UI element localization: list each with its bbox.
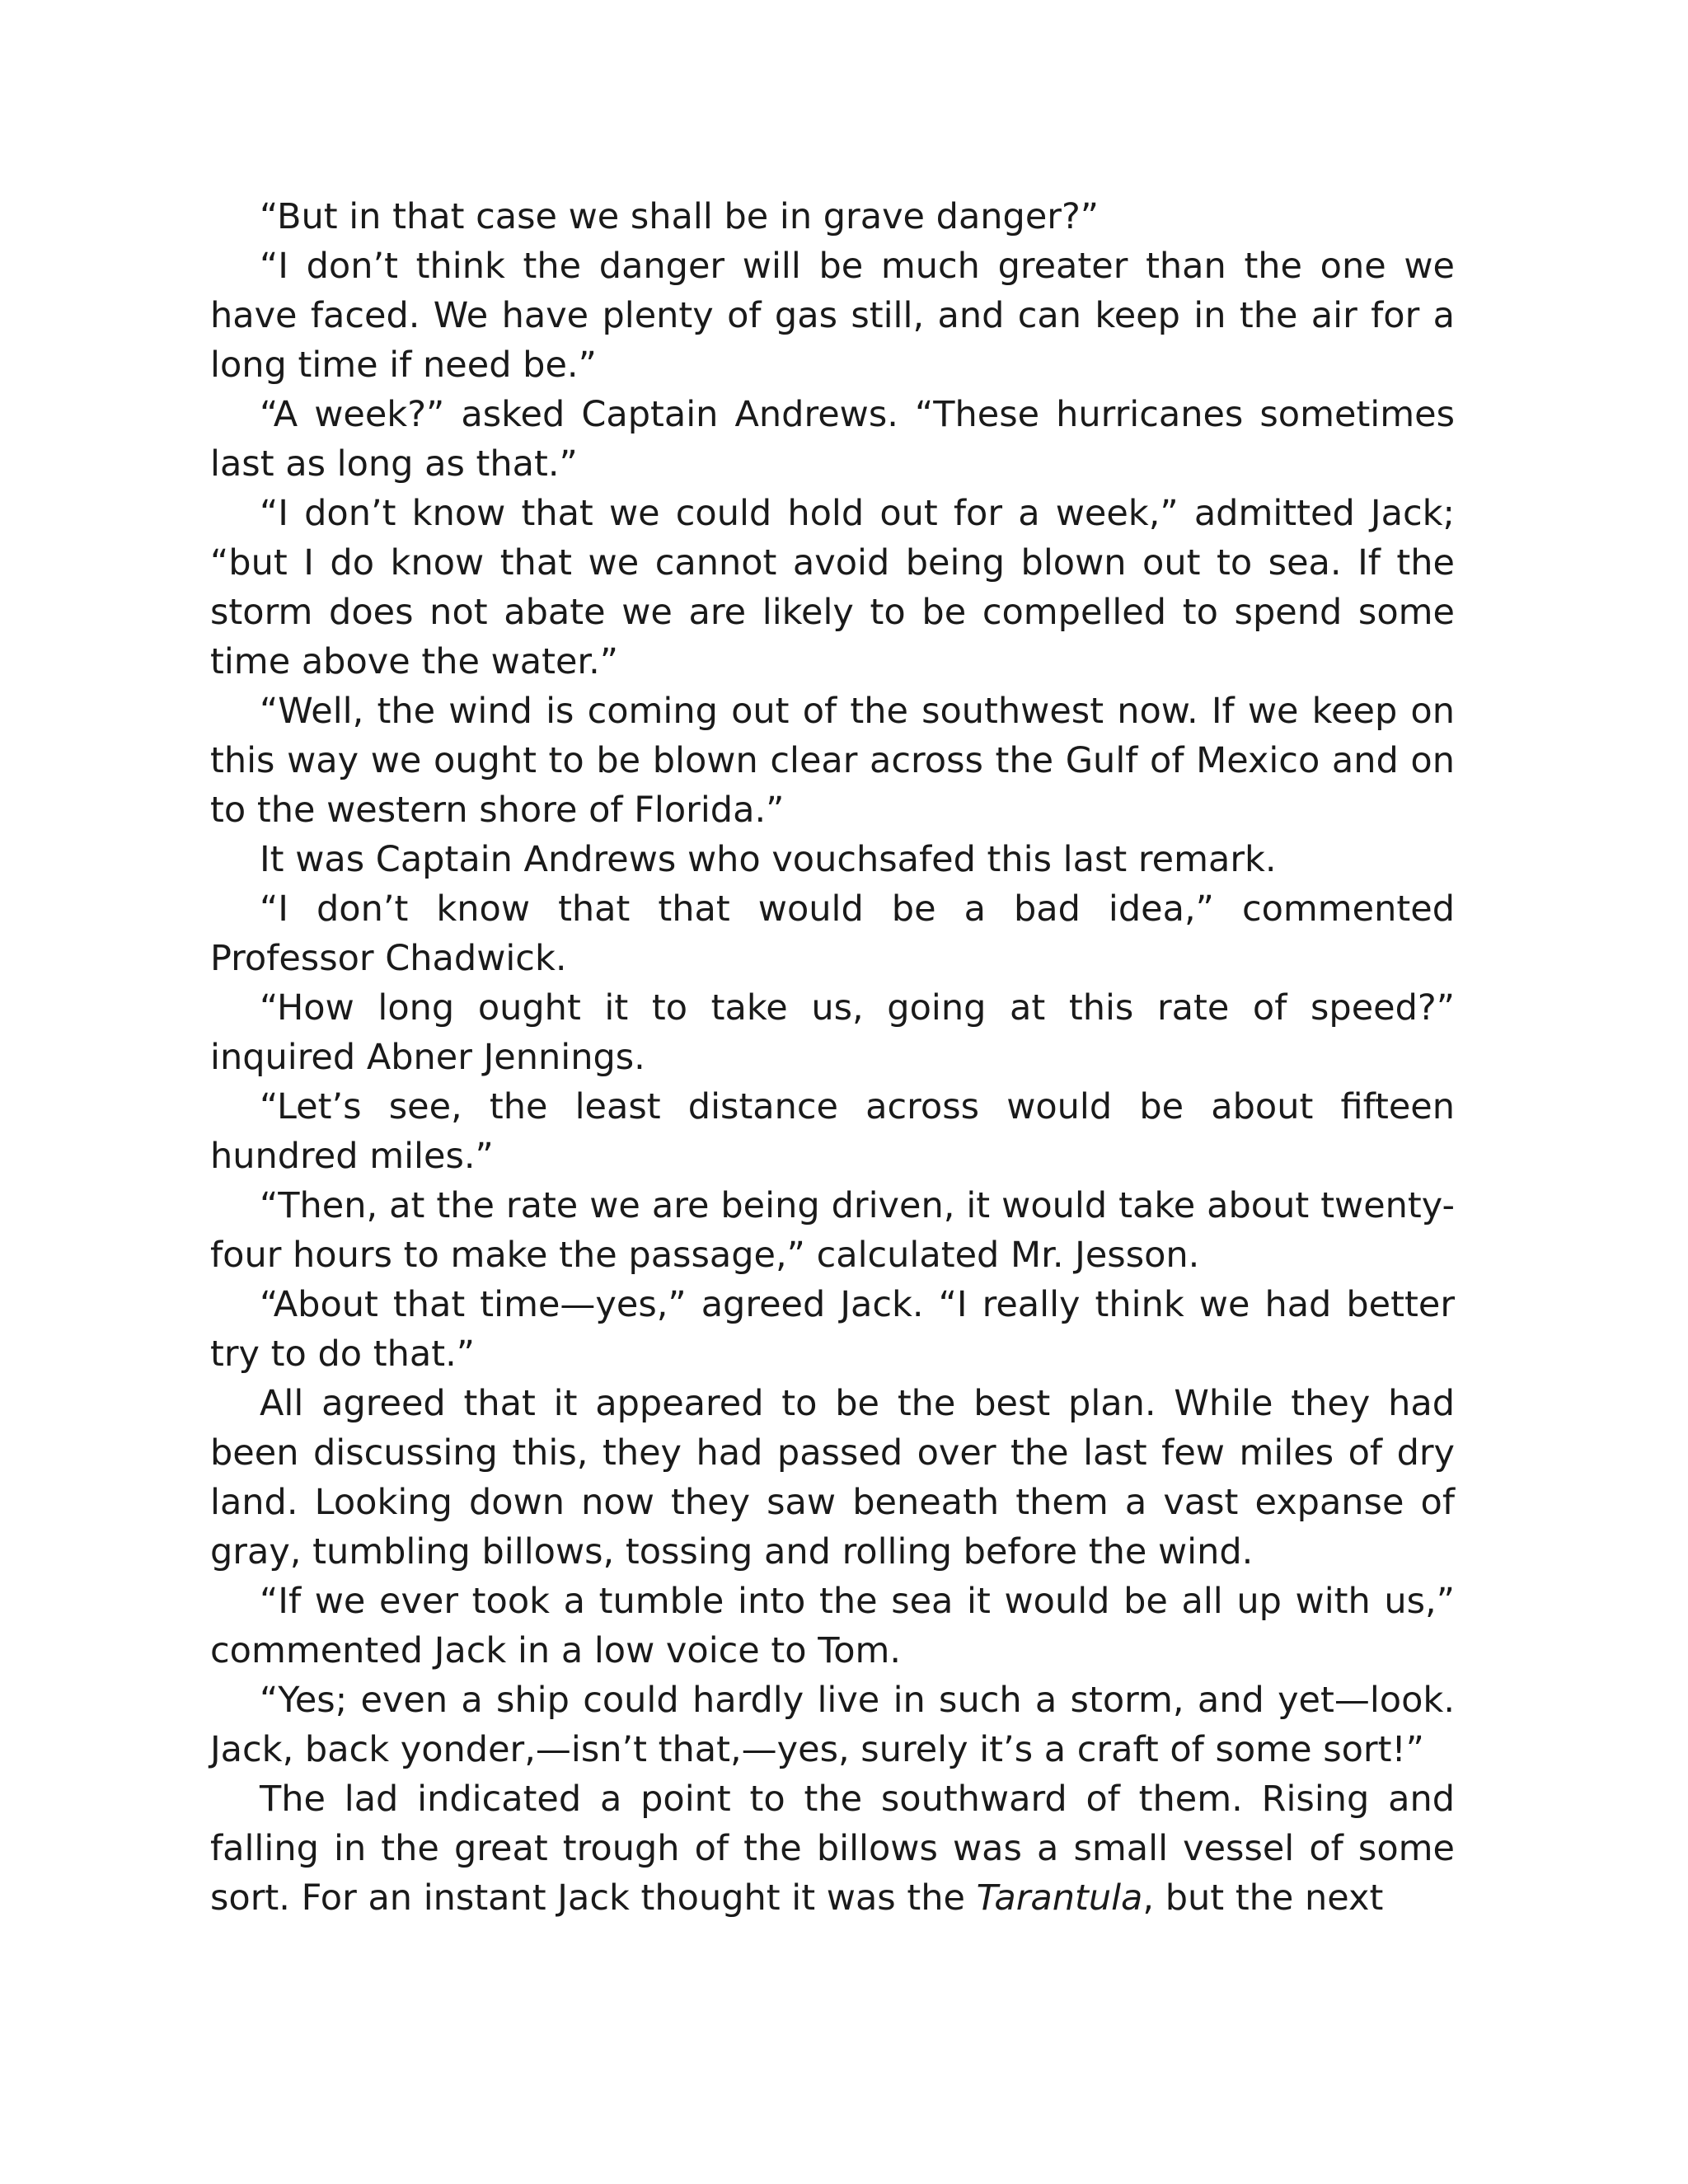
last-paragraph-end: , but the next bbox=[1142, 1877, 1384, 1919]
paragraph: “I don’t think the danger will be much greater than the one we have faced. We have plenty of gas still, and can keep in the air for a long time if need be.” bbox=[210, 246, 1455, 386]
last-paragraph-start: The lad indicated a point to the southward of them. Rising and falling in the great trough of the billows was a small vessel of some sort. For an instant Jack thought it was the bbox=[210, 1779, 1455, 1919]
paragraph: “Well, the wind is coming out of the southwest now. If we keep on this way we ought to be blown clear across the Gulf of Mexico and on to the western shore of Florida.” bbox=[210, 691, 1455, 831]
paragraph: “How long ought it to take us, going at this rate of speed?” inquired Abner Jennings. bbox=[210, 987, 1455, 1078]
paragraph: “About that time—yes,” agreed Jack. “I really think we had better try to do that.” bbox=[210, 1284, 1455, 1375]
ship-name-italic: Tarantula bbox=[976, 1877, 1143, 1919]
paragraph: “I don’t know that that would be a bad idea,” commented Professor Chadwick. bbox=[210, 888, 1455, 979]
book-page bbox=[210, 192, 1455, 1923]
paragraph: “I don’t know that we could hold out for a week,” admitted Jack; “but I do know that we cannot avoid being blown out to sea. If the storm does not abate we are likely to be compelled to spend some time above the water.” bbox=[210, 493, 1455, 682]
paragraph: “A week?” asked Captain Andrews. “These hurricanes sometimes last as long as that.” bbox=[210, 394, 1455, 485]
paragraph: “But in that case we shall be in grave danger?” bbox=[260, 196, 1100, 237]
paragraph: “Let’s see, the least distance across would be about fifteen hundred miles.” bbox=[210, 1086, 1455, 1177]
paragraph: “If we ever took a tumble into the sea it would be all up with us,” commented Jack in a low voice to Tom. bbox=[210, 1581, 1455, 1671]
paragraph: All agreed that it appeared to be the best plan. While they had been discussing this, they had passed over the last few miles of dry land. Looking down now they saw beneath them a vast expanse of gray, tumbling billows, tossing and rolling before the wind. bbox=[210, 1383, 1455, 1572]
last-paragraph bbox=[210, 1774, 1455, 1923]
paragraph: “Yes; even a ship could hardly live in such a storm, and yet—look. Jack, back yonder,—isn’t that,—yes, surely it’s a craft of some sort!” bbox=[210, 1680, 1455, 1770]
paragraph: “Then, at the rate we are being driven, it would take about twenty-four hours to make the passage,” calculated Mr. Jesson. bbox=[210, 1185, 1455, 1276]
paragraph: It was Captain Andrews who vouchsafed this last remark. bbox=[260, 839, 1277, 880]
